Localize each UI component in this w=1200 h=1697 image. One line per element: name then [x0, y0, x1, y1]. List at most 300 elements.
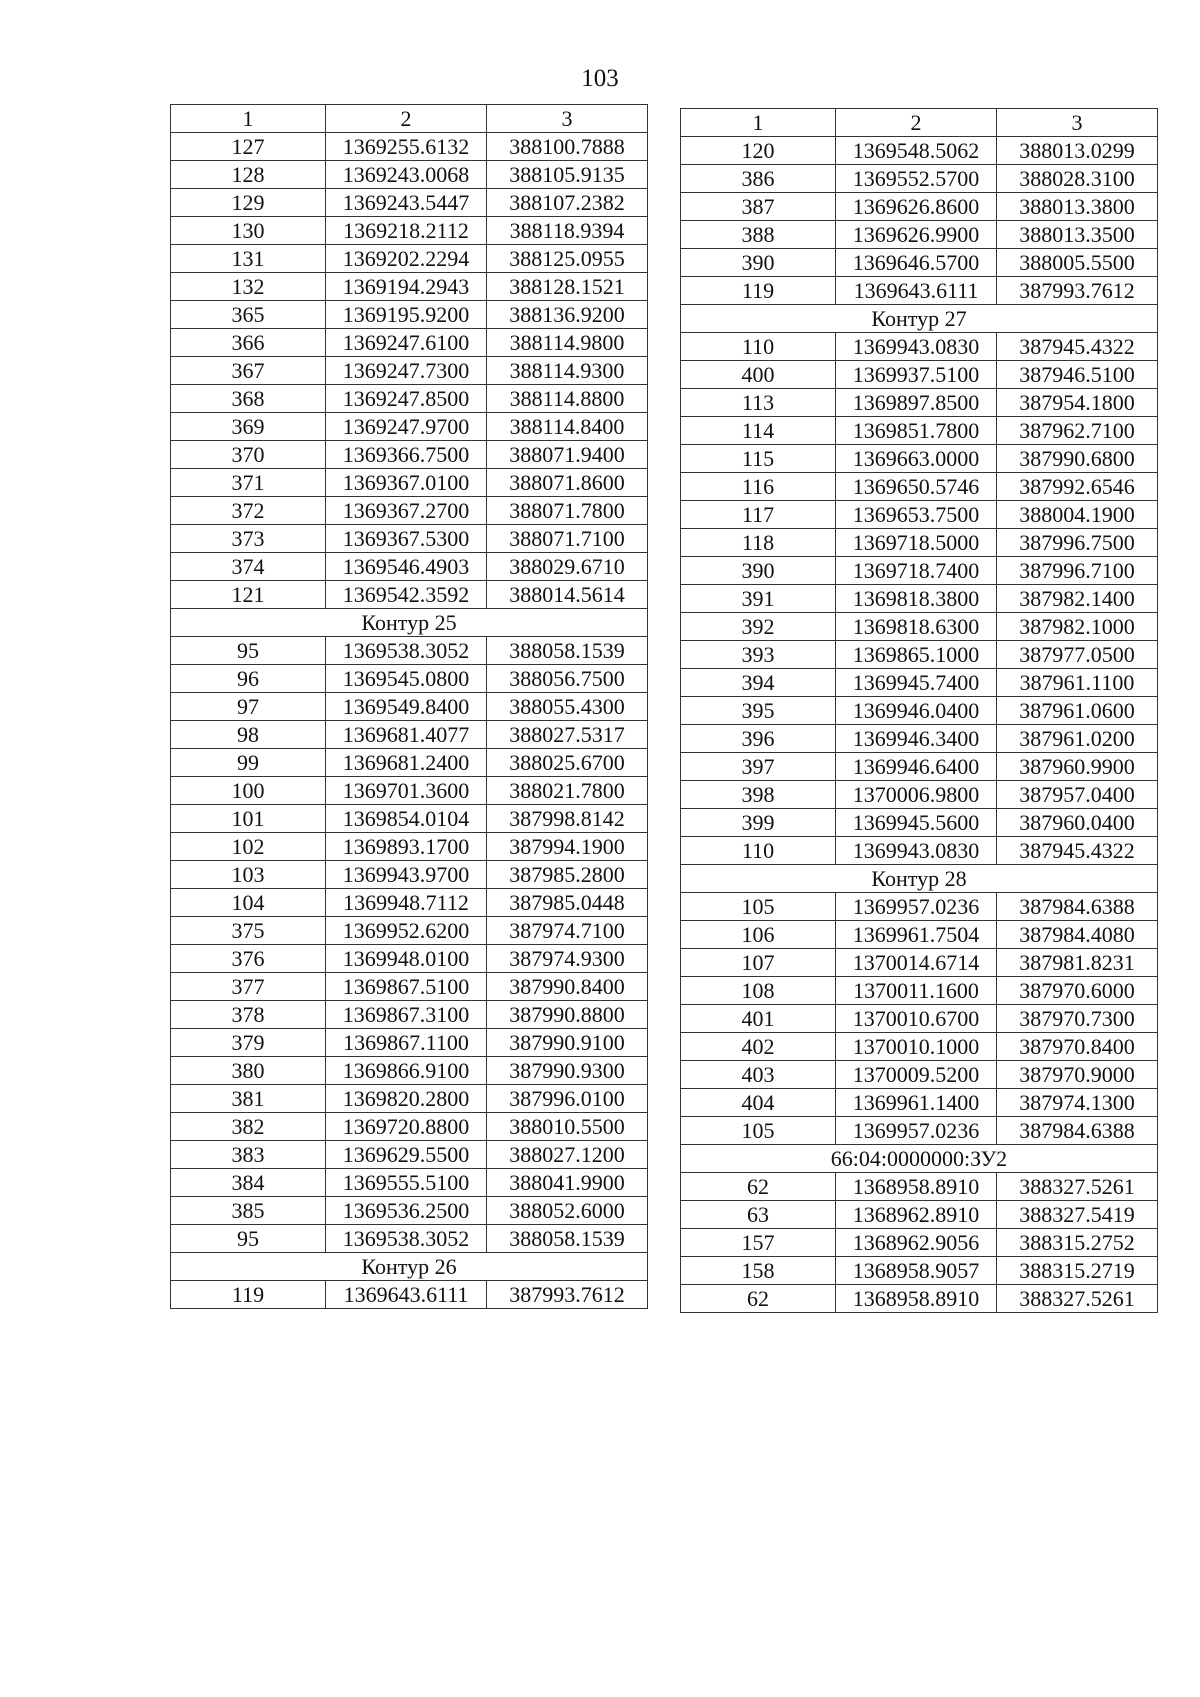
table-row: [681, 473, 1158, 501]
x-coordinate-cell: 1369866.9100: [326, 1057, 487, 1085]
x-coordinate-cell: 1369552.5700: [836, 165, 997, 193]
point-number-cell: 390: [681, 557, 836, 585]
table-row: [171, 385, 648, 413]
point-number-cell: 157: [681, 1229, 836, 1257]
table-row: [171, 133, 648, 161]
x-coordinate-cell: 1369650.5746: [836, 473, 997, 501]
table-row: [171, 693, 648, 721]
table-row: [681, 1285, 1158, 1313]
x-coordinate-cell: 1369946.0400: [836, 697, 997, 725]
point-number-cell: 398: [681, 781, 836, 809]
y-coordinate-cell: 388315.2752: [997, 1229, 1158, 1257]
point-number-cell: 369: [171, 413, 326, 441]
x-coordinate-cell: 1369202.2294: [326, 245, 487, 273]
x-coordinate-cell: 1368962.9056: [836, 1229, 997, 1257]
table-row: [171, 245, 648, 273]
table-row: [171, 637, 648, 665]
y-coordinate-cell: 387945.4322: [997, 837, 1158, 865]
y-coordinate-cell: 387990.6800: [997, 445, 1158, 473]
table-row: [681, 949, 1158, 977]
table-row: [171, 721, 648, 749]
x-coordinate-cell: 1369865.1000: [836, 641, 997, 669]
point-number-cell: 366: [171, 329, 326, 357]
table-row: [681, 221, 1158, 249]
point-number-cell: 97: [171, 693, 326, 721]
y-coordinate-cell: 388114.8800: [487, 385, 648, 413]
point-number-cell: 99: [171, 749, 326, 777]
y-coordinate-cell: 388027.1200: [487, 1141, 648, 1169]
x-coordinate-cell: 1369818.3800: [836, 585, 997, 613]
page-number: 103: [581, 65, 619, 92]
point-number-cell: 62: [681, 1285, 836, 1313]
x-coordinate-cell: 1369243.0068: [326, 161, 487, 189]
x-coordinate-cell: 1369255.6132: [326, 133, 487, 161]
y-coordinate-cell: 388100.7888: [487, 133, 648, 161]
y-coordinate-cell: 388327.5419: [997, 1201, 1158, 1229]
x-coordinate-cell: 1369367.2700: [326, 497, 487, 525]
point-number-cell: 128: [171, 161, 326, 189]
table-row: [171, 329, 648, 357]
x-coordinate-cell: 1369247.6100: [326, 329, 487, 357]
section-heading: 66:04:0000000:ЗУ2: [681, 1145, 1158, 1173]
table-header-row: [681, 109, 1158, 137]
table-row: [171, 357, 648, 385]
y-coordinate-cell: 387946.5100: [997, 361, 1158, 389]
y-coordinate-cell: 387996.0100: [487, 1085, 648, 1113]
x-coordinate-cell: 1368958.8910: [836, 1285, 997, 1313]
y-coordinate-cell: 387954.1800: [997, 389, 1158, 417]
y-coordinate-cell: 388118.9394: [487, 217, 648, 245]
coordinates-table-left: [170, 104, 648, 1309]
table-row: [171, 581, 648, 609]
point-number-cell: 399: [681, 809, 836, 837]
y-coordinate-cell: 387993.7612: [487, 1281, 648, 1309]
x-coordinate-cell: 1369943.0830: [836, 837, 997, 865]
table-row: [171, 1085, 648, 1113]
table-row: [171, 777, 648, 805]
x-coordinate-cell: 1369946.3400: [836, 725, 997, 753]
table-row: [171, 189, 648, 217]
y-coordinate-cell: 388025.6700: [487, 749, 648, 777]
point-number-cell: 118: [681, 529, 836, 557]
point-number-cell: 375: [171, 917, 326, 945]
x-coordinate-cell: 1370014.6714: [836, 949, 997, 977]
table-row: [171, 1001, 648, 1029]
x-coordinate-cell: 1369952.6200: [326, 917, 487, 945]
x-coordinate-cell: 1369243.5447: [326, 189, 487, 217]
y-coordinate-cell: 388041.9900: [487, 1169, 648, 1197]
table-row: [171, 469, 648, 497]
point-number-cell: 100: [171, 777, 326, 805]
y-coordinate-cell: 388114.9800: [487, 329, 648, 357]
x-coordinate-cell: 1370011.1600: [836, 977, 997, 1005]
header-cell-x: 2: [326, 105, 487, 133]
x-coordinate-cell: 1369897.8500: [836, 389, 997, 417]
point-number-cell: 392: [681, 613, 836, 641]
table-row: [681, 1201, 1158, 1229]
section-heading-row: [171, 1253, 648, 1281]
x-coordinate-cell: 1369957.0236: [836, 893, 997, 921]
table-row: [171, 1197, 648, 1225]
point-number-cell: 380: [171, 1057, 326, 1085]
x-coordinate-cell: 1369548.5062: [836, 137, 997, 165]
table-row: [171, 1057, 648, 1085]
point-number-cell: 63: [681, 1201, 836, 1229]
point-number-cell: 98: [171, 721, 326, 749]
x-coordinate-cell: 1369867.5100: [326, 973, 487, 1001]
x-coordinate-cell: 1369681.4077: [326, 721, 487, 749]
x-coordinate-cell: 1369681.2400: [326, 749, 487, 777]
table-row: [171, 749, 648, 777]
point-number-cell: 404: [681, 1089, 836, 1117]
point-number-cell: 110: [681, 333, 836, 361]
y-coordinate-cell: 387990.8800: [487, 1001, 648, 1029]
x-coordinate-cell: 1369247.9700: [326, 413, 487, 441]
y-coordinate-cell: 387982.1000: [997, 613, 1158, 641]
point-number-cell: 371: [171, 469, 326, 497]
x-coordinate-cell: 1369718.5000: [836, 529, 997, 557]
x-coordinate-cell: 1369854.0104: [326, 805, 487, 833]
x-coordinate-cell: 1370009.5200: [836, 1061, 997, 1089]
point-number-cell: 393: [681, 641, 836, 669]
point-number-cell: 129: [171, 189, 326, 217]
point-number-cell: 119: [681, 277, 836, 305]
point-number-cell: 377: [171, 973, 326, 1001]
x-coordinate-cell: 1369718.7400: [836, 557, 997, 585]
x-coordinate-cell: 1369961.1400: [836, 1089, 997, 1117]
table-row: [171, 917, 648, 945]
y-coordinate-cell: 387957.0400: [997, 781, 1158, 809]
table-row: [171, 525, 648, 553]
point-number-cell: 385: [171, 1197, 326, 1225]
y-coordinate-cell: 388058.1539: [487, 637, 648, 665]
y-coordinate-cell: 387960.0400: [997, 809, 1158, 837]
x-coordinate-cell: 1369247.8500: [326, 385, 487, 413]
point-number-cell: 379: [171, 1029, 326, 1057]
y-coordinate-cell: 388114.9300: [487, 357, 648, 385]
point-number-cell: 382: [171, 1113, 326, 1141]
x-coordinate-cell: 1369536.2500: [326, 1197, 487, 1225]
table-row: [681, 165, 1158, 193]
y-coordinate-cell: 387974.7100: [487, 917, 648, 945]
y-coordinate-cell: 388327.5261: [997, 1285, 1158, 1313]
table-row: [681, 1061, 1158, 1089]
y-coordinate-cell: 388027.5317: [487, 721, 648, 749]
table-row: [171, 553, 648, 581]
y-coordinate-cell: 387992.6546: [997, 473, 1158, 501]
point-number-cell: 121: [171, 581, 326, 609]
x-coordinate-cell: 1369643.6111: [326, 1281, 487, 1309]
point-number-cell: 106: [681, 921, 836, 949]
table-row: [681, 1033, 1158, 1061]
table-row: [171, 1281, 648, 1309]
point-number-cell: 101: [171, 805, 326, 833]
x-coordinate-cell: 1369218.2112: [326, 217, 487, 245]
y-coordinate-cell: 387962.7100: [997, 417, 1158, 445]
point-number-cell: 132: [171, 273, 326, 301]
table-row: [171, 413, 648, 441]
header-cell-x: 2: [836, 109, 997, 137]
point-number-cell: 131: [171, 245, 326, 273]
y-coordinate-cell: 388055.4300: [487, 693, 648, 721]
y-coordinate-cell: 388107.2382: [487, 189, 648, 217]
point-number-cell: 402: [681, 1033, 836, 1061]
x-coordinate-cell: 1369867.1100: [326, 1029, 487, 1057]
y-coordinate-cell: 388128.1521: [487, 273, 648, 301]
x-coordinate-cell: 1369820.2800: [326, 1085, 487, 1113]
y-coordinate-cell: 388029.6710: [487, 553, 648, 581]
x-coordinate-cell: 1369643.6111: [836, 277, 997, 305]
point-number-cell: 390: [681, 249, 836, 277]
header-cell-point: 1: [681, 109, 836, 137]
table-row: [171, 665, 648, 693]
x-coordinate-cell: 1369946.6400: [836, 753, 997, 781]
table-row: [681, 697, 1158, 725]
y-coordinate-cell: 387974.9300: [487, 945, 648, 973]
section-heading: Контур 28: [681, 865, 1158, 893]
y-coordinate-cell: 387970.8400: [997, 1033, 1158, 1061]
point-number-cell: 130: [171, 217, 326, 245]
point-number-cell: 113: [681, 389, 836, 417]
point-number-cell: 110: [681, 837, 836, 865]
table-row: [681, 725, 1158, 753]
y-coordinate-cell: 387970.6000: [997, 977, 1158, 1005]
section-heading-row: [681, 865, 1158, 893]
x-coordinate-cell: 1369538.3052: [326, 637, 487, 665]
table-row: [171, 1029, 648, 1057]
section-heading-row: [171, 609, 648, 637]
table-row: [681, 753, 1158, 781]
x-coordinate-cell: 1369937.5100: [836, 361, 997, 389]
table-row: [681, 501, 1158, 529]
header-cell-y: 3: [997, 109, 1158, 137]
table-row: [681, 277, 1158, 305]
table-row: [681, 417, 1158, 445]
section-heading: Контур 26: [171, 1253, 648, 1281]
y-coordinate-cell: 388010.5500: [487, 1113, 648, 1141]
y-coordinate-cell: 387990.9100: [487, 1029, 648, 1057]
x-coordinate-cell: 1369948.0100: [326, 945, 487, 973]
x-coordinate-cell: 1369367.5300: [326, 525, 487, 553]
y-coordinate-cell: 388028.3100: [997, 165, 1158, 193]
table-row: [171, 497, 648, 525]
table-row: [171, 945, 648, 973]
point-number-cell: 105: [681, 1117, 836, 1145]
y-coordinate-cell: 387945.4322: [997, 333, 1158, 361]
point-number-cell: 367: [171, 357, 326, 385]
y-coordinate-cell: 387996.7500: [997, 529, 1158, 557]
x-coordinate-cell: 1369545.0800: [326, 665, 487, 693]
y-coordinate-cell: 388014.5614: [487, 581, 648, 609]
x-coordinate-cell: 1369195.9200: [326, 301, 487, 329]
y-coordinate-cell: 387984.4080: [997, 921, 1158, 949]
table-row: [171, 833, 648, 861]
y-coordinate-cell: 388021.7800: [487, 777, 648, 805]
x-coordinate-cell: 1369720.8800: [326, 1113, 487, 1141]
x-coordinate-cell: 1368962.8910: [836, 1201, 997, 1229]
table-row: [681, 1229, 1158, 1257]
y-coordinate-cell: 388013.0299: [997, 137, 1158, 165]
point-number-cell: 372: [171, 497, 326, 525]
table-body-left: [171, 105, 648, 1309]
y-coordinate-cell: 387984.6388: [997, 893, 1158, 921]
y-coordinate-cell: 388114.8400: [487, 413, 648, 441]
y-coordinate-cell: 387998.8142: [487, 805, 648, 833]
y-coordinate-cell: 388052.6000: [487, 1197, 648, 1225]
table-row: [681, 977, 1158, 1005]
x-coordinate-cell: 1369538.3052: [326, 1225, 487, 1253]
x-coordinate-cell: 1369867.3100: [326, 1001, 487, 1029]
x-coordinate-cell: 1369542.3592: [326, 581, 487, 609]
y-coordinate-cell: 388058.1539: [487, 1225, 648, 1253]
point-number-cell: 370: [171, 441, 326, 469]
table-row: [681, 249, 1158, 277]
y-coordinate-cell: 387985.2800: [487, 861, 648, 889]
table-row: [681, 893, 1158, 921]
table-row: [681, 389, 1158, 417]
y-coordinate-cell: 387981.8231: [997, 949, 1158, 977]
table-row: [171, 1113, 648, 1141]
point-number-cell: 403: [681, 1061, 836, 1089]
point-number-cell: 62: [681, 1173, 836, 1201]
table-row: [681, 557, 1158, 585]
table-row: [681, 585, 1158, 613]
x-coordinate-cell: 1369555.5100: [326, 1169, 487, 1197]
section-heading-row: [681, 1145, 1158, 1173]
point-number-cell: 102: [171, 833, 326, 861]
section-heading-row: [681, 305, 1158, 333]
point-number-cell: 117: [681, 501, 836, 529]
table-row: [681, 921, 1158, 949]
x-coordinate-cell: 1369626.9900: [836, 221, 997, 249]
y-coordinate-cell: 387984.6388: [997, 1117, 1158, 1145]
y-coordinate-cell: 387961.1100: [997, 669, 1158, 697]
y-coordinate-cell: 387970.9000: [997, 1061, 1158, 1089]
table-row: [171, 441, 648, 469]
x-coordinate-cell: 1369943.9700: [326, 861, 487, 889]
x-coordinate-cell: 1369961.7504: [836, 921, 997, 949]
point-number-cell: 400: [681, 361, 836, 389]
point-number-cell: 396: [681, 725, 836, 753]
table-row: [681, 1005, 1158, 1033]
table-row: [171, 805, 648, 833]
x-coordinate-cell: 1369701.3600: [326, 777, 487, 805]
x-coordinate-cell: 1369851.7800: [836, 417, 997, 445]
x-coordinate-cell: 1369247.7300: [326, 357, 487, 385]
x-coordinate-cell: 1370006.9800: [836, 781, 997, 809]
point-number-cell: 401: [681, 1005, 836, 1033]
point-number-cell: 374: [171, 553, 326, 581]
point-number-cell: 373: [171, 525, 326, 553]
point-number-cell: 103: [171, 861, 326, 889]
table-header-row: [171, 105, 648, 133]
y-coordinate-cell: 388327.5261: [997, 1173, 1158, 1201]
point-number-cell: 108: [681, 977, 836, 1005]
table-row: [681, 529, 1158, 557]
x-coordinate-cell: 1369367.0100: [326, 469, 487, 497]
y-coordinate-cell: 388105.9135: [487, 161, 648, 189]
x-coordinate-cell: 1369893.1700: [326, 833, 487, 861]
point-number-cell: 95: [171, 1225, 326, 1253]
y-coordinate-cell: 388071.9400: [487, 441, 648, 469]
x-coordinate-cell: 1368958.8910: [836, 1173, 997, 1201]
table-row: [681, 445, 1158, 473]
point-number-cell: 96: [171, 665, 326, 693]
x-coordinate-cell: 1369194.2943: [326, 273, 487, 301]
y-coordinate-cell: 388136.9200: [487, 301, 648, 329]
x-coordinate-cell: 1368958.9057: [836, 1257, 997, 1285]
table-row: [681, 1089, 1158, 1117]
x-coordinate-cell: 1369818.6300: [836, 613, 997, 641]
point-number-cell: 116: [681, 473, 836, 501]
y-coordinate-cell: 387994.1900: [487, 833, 648, 861]
y-coordinate-cell: 387993.7612: [997, 277, 1158, 305]
point-number-cell: 115: [681, 445, 836, 473]
y-coordinate-cell: 388071.7100: [487, 525, 648, 553]
table-row: [681, 193, 1158, 221]
point-number-cell: 114: [681, 417, 836, 445]
point-number-cell: 381: [171, 1085, 326, 1113]
table-row: [681, 837, 1158, 865]
x-coordinate-cell: 1369366.7500: [326, 441, 487, 469]
point-number-cell: 387: [681, 193, 836, 221]
table-row: [171, 861, 648, 889]
table-row: [171, 973, 648, 1001]
table-row: [171, 1225, 648, 1253]
table-body-right: [681, 109, 1158, 1313]
y-coordinate-cell: 387996.7100: [997, 557, 1158, 585]
section-heading: Контур 27: [681, 305, 1158, 333]
x-coordinate-cell: 1370010.1000: [836, 1033, 997, 1061]
point-number-cell: 368: [171, 385, 326, 413]
point-number-cell: 376: [171, 945, 326, 973]
x-coordinate-cell: 1369653.7500: [836, 501, 997, 529]
y-coordinate-cell: 388004.1900: [997, 501, 1158, 529]
y-coordinate-cell: 387961.0200: [997, 725, 1158, 753]
point-number-cell: 95: [171, 637, 326, 665]
y-coordinate-cell: 387982.1400: [997, 585, 1158, 613]
table-row: [171, 273, 648, 301]
x-coordinate-cell: 1369945.7400: [836, 669, 997, 697]
table-row: [681, 641, 1158, 669]
x-coordinate-cell: 1369945.5600: [836, 809, 997, 837]
table-row: [681, 669, 1158, 697]
table-row: [681, 809, 1158, 837]
table-row: [681, 1117, 1158, 1145]
point-number-cell: 386: [681, 165, 836, 193]
header-cell-y: 3: [487, 105, 648, 133]
x-coordinate-cell: 1369663.0000: [836, 445, 997, 473]
header-cell-point: 1: [171, 105, 326, 133]
coordinates-table-right: [680, 108, 1158, 1313]
y-coordinate-cell: 388071.7800: [487, 497, 648, 525]
y-coordinate-cell: 387977.0500: [997, 641, 1158, 669]
table-row: [171, 301, 648, 329]
table-row: [171, 161, 648, 189]
point-number-cell: 384: [171, 1169, 326, 1197]
table-row: [681, 613, 1158, 641]
x-coordinate-cell: 1369546.4903: [326, 553, 487, 581]
table-row: [681, 333, 1158, 361]
table-row: [171, 1141, 648, 1169]
y-coordinate-cell: 388125.0955: [487, 245, 648, 273]
point-number-cell: 391: [681, 585, 836, 613]
point-number-cell: 119: [171, 1281, 326, 1309]
y-coordinate-cell: 387990.8400: [487, 973, 648, 1001]
point-number-cell: 105: [681, 893, 836, 921]
y-coordinate-cell: 387960.9900: [997, 753, 1158, 781]
y-coordinate-cell: 387990.9300: [487, 1057, 648, 1085]
